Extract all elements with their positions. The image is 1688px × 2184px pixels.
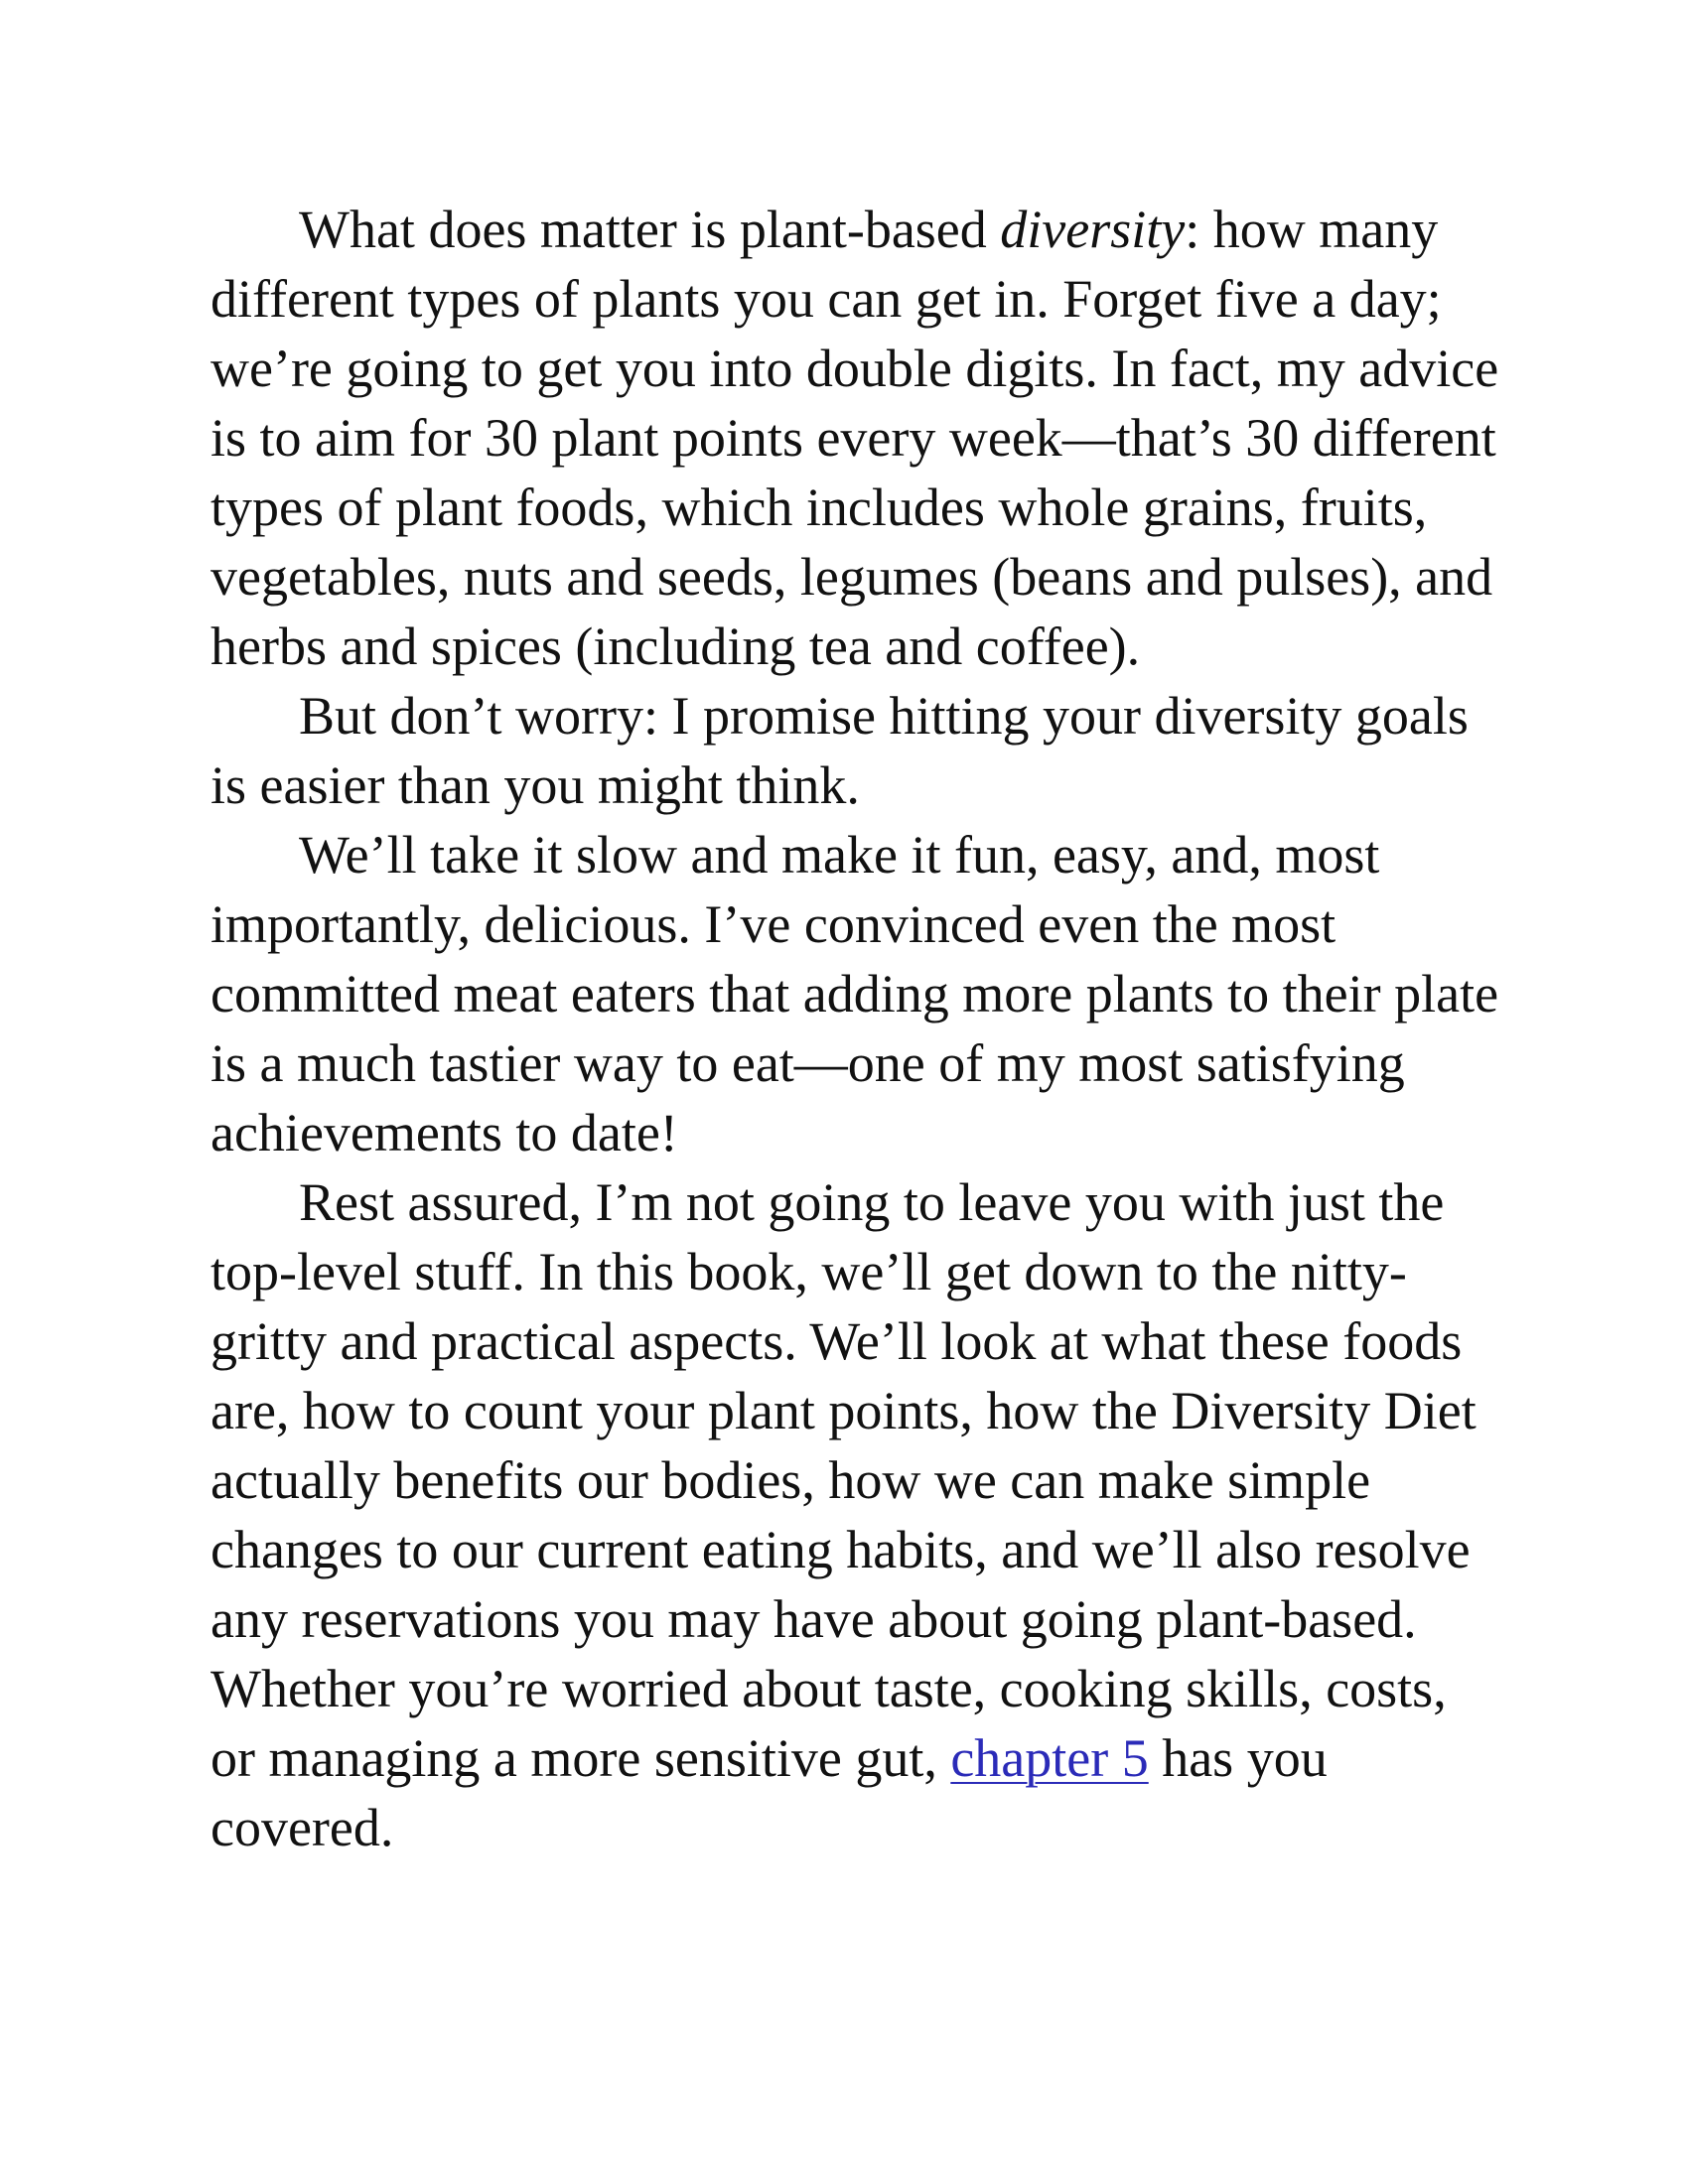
paragraph-text: has you covered. [211, 1728, 1328, 1857]
paragraph-rest-assured [211, 1167, 1501, 1862]
paragraph-dont-worry [211, 681, 1501, 820]
paragraph-text: What does matter is plant-based [299, 200, 1001, 259]
paragraph-text: Rest assured, I’m not going to leave you with just the top-level stuff. In this book, we’ll get down to the nitty-gritty and practical aspects. We’ll look at what these foods are, how to count your plant points, how the Diversity Diet actually benefits our bodies, how we can make simple changes to our current eating habits, and we’ll also resolve any reservations you may have about going plant-based. Whether you’re worried about taste, cooking skills, costs, or managing a more sensitive gut, [211, 1172, 1477, 1788]
paragraph-diversity [211, 195, 1501, 681]
emphasis-diversity: diversity [1000, 200, 1186, 259]
paragraph-text: But don’t worry: I promise hitting your diversity goals is easier than you might think. [211, 686, 1469, 815]
document-page [211, 195, 1501, 1862]
paragraph-text: : how many different types of plants you can get in. Forget five a day; we’re going to get you into double digits. In fact, my advice is to aim for 30 plant points every week—that’s 30 different types of plant foods, which includes whole grains, fruits, vegetables, nuts and seeds, legumes (beans and pulses), and herbs and spices (including tea and coffee). [211, 200, 1499, 676]
paragraph-take-it-slow [211, 820, 1501, 1167]
chapter-5-link[interactable]: chapter 5 [950, 1728, 1149, 1788]
paragraph-text: We’ll take it slow and make it fun, easy, and, most importantly, delicious. I’ve convinced even the most committed meat eaters that adding more plants to their plate is a much tastier way to eat—one of my most satisfying achievements to date! [211, 825, 1499, 1162]
